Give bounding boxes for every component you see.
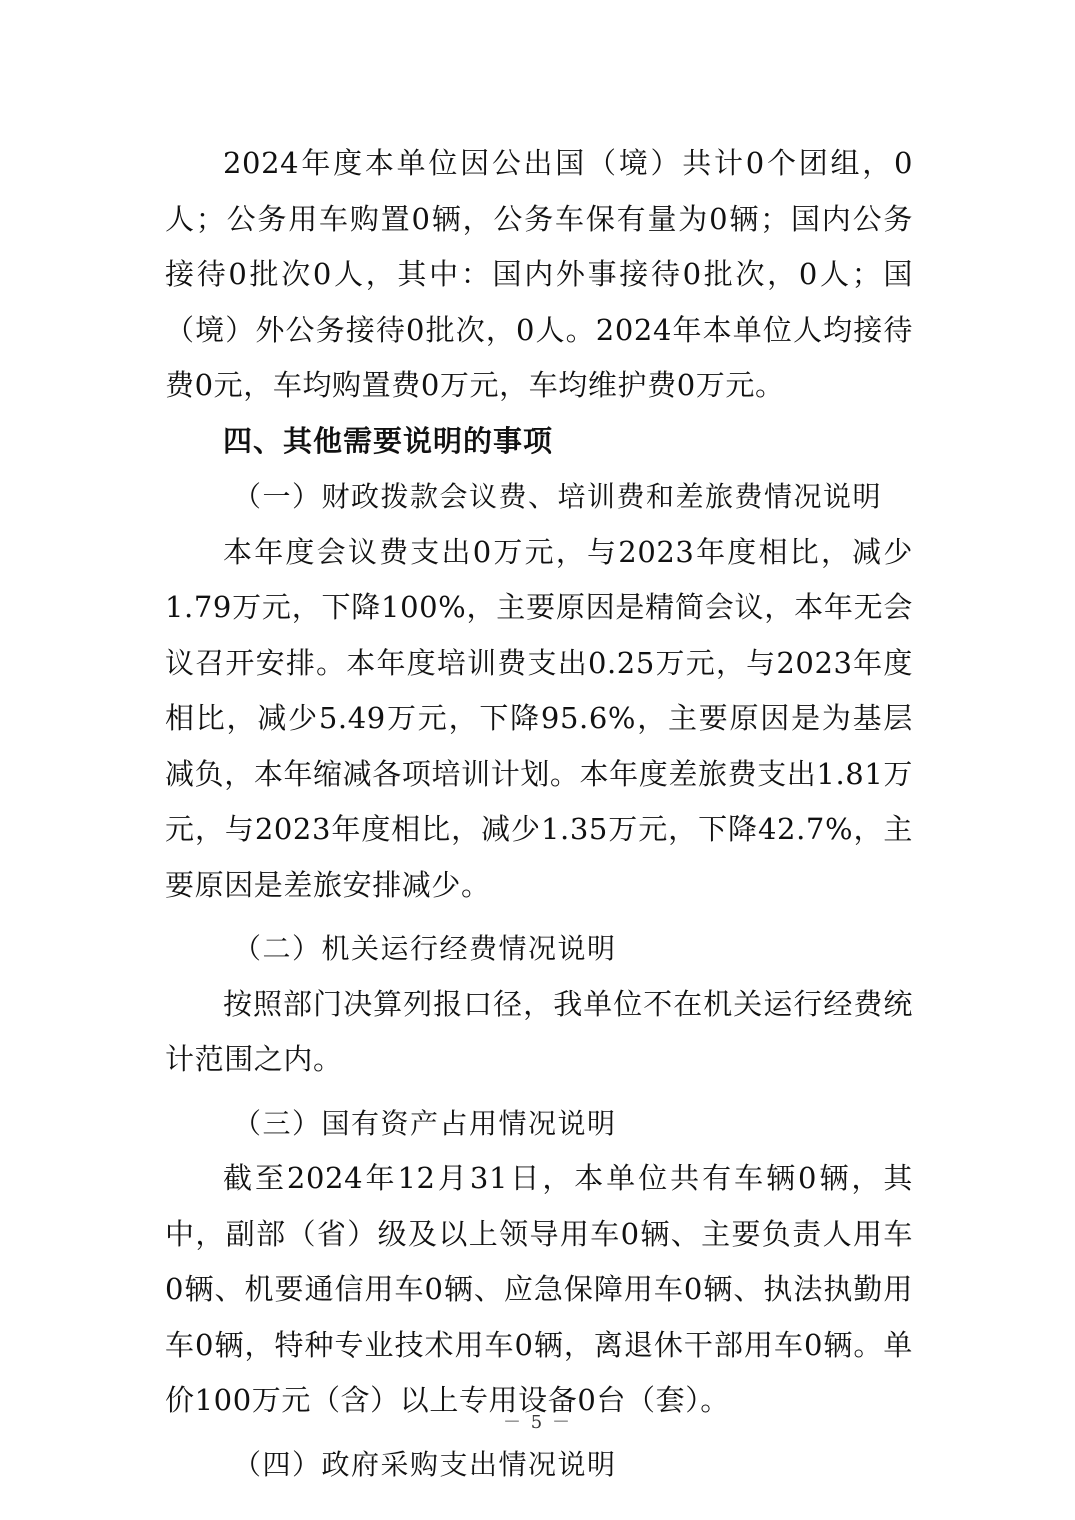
paragraph-state-assets: 截至2024年12月31日，本单位共有车辆0辆，其中，副部（省）级及以上领导用车0辆、主要负责人用车0辆、机要通信用车0辆、应急保障用车0辆、执法执勤用车0辆，特种专业技术用车0辆，离退休干部用车0辆。单价100万元（含）以上专用设备0台（套）。: [165, 1161, 913, 1417]
subheading-operating-expenses: （二）机关运行经费情况说明: [233, 932, 617, 965]
subheading-state-assets: （三）国有资产占用情况说明: [233, 1106, 617, 1140]
document-body: [165, 136, 913, 1492]
paragraph-operating-expenses: 按照部门决算列报口径，我单位不在机关运行经费统计范围之内。: [165, 986, 913, 1076]
page-number: － 5 －: [503, 1412, 572, 1433]
paragraph-meeting-training-travel: 本年度会议费支出0万元，与2023年度相比，减少1.79万元，下降100%，主要原因是精简会议，本年无会议召开安排。本年度培训费支出0.25万元，与2023年度相比，减少5.49万元，下降95.6%，主要原因是为基层减负，本年缩减各项培训计划。本年度差旅费支出1.81万元，与2023年度相比，减少1.35万元，下降42.7%，主要原因是差旅安排减少。: [165, 534, 913, 902]
section-heading-other-matters: 四、其他需要说明的事项: [223, 423, 554, 458]
subheading-meeting-training-travel: （一）财政拨款会议费、培训费和差旅费情况说明: [233, 480, 883, 513]
subheading-government-procurement: （四）政府采购支出情况说明: [233, 1447, 617, 1481]
paragraph-overseas-reception: 2024年度本单位因公出国（境）共计0个团组，0人；公务用车购置0辆，公务车保有量为0辆；国内公务接待0批次0人，其中：国内外事接待0批次，0人；国（境）外公务接待0批次，0人。2024年本单位人均接待费0元，车均购置费0万元，车均维护费0万元。: [165, 146, 913, 402]
